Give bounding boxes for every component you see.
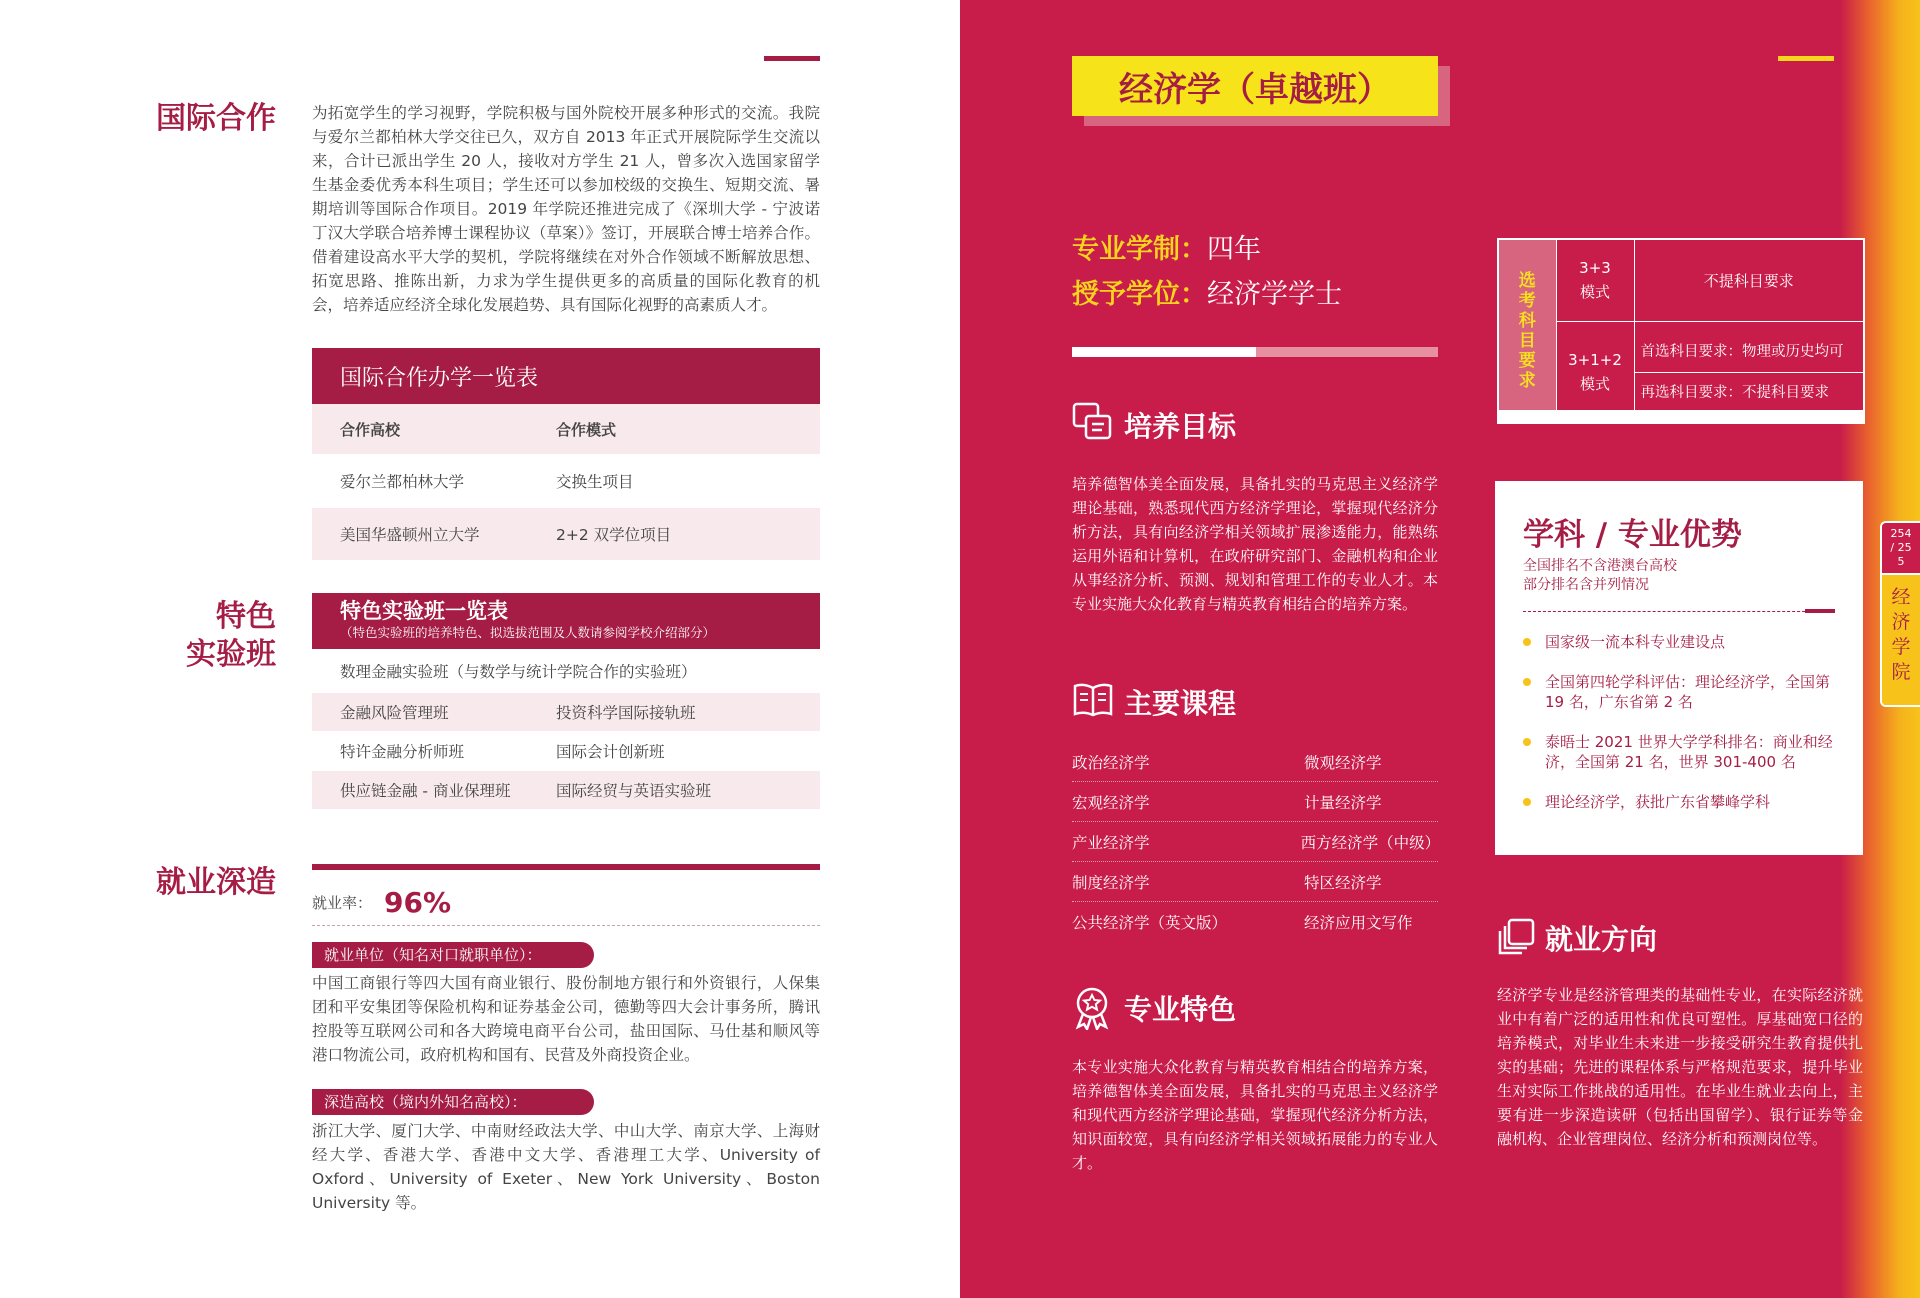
- side-tab-pages: [1882, 523, 1920, 573]
- degree-label: 授予学位：: [1072, 279, 1207, 310]
- side-tab[interactable]: [1880, 521, 1920, 707]
- major-title: 经济学（卓越班）: [1072, 56, 1438, 116]
- special-title-line1: 特色: [216, 599, 276, 634]
- side-tab-label-wrap: [1882, 573, 1920, 707]
- career-paragraph: 经济学专业是经济管理类的基础性专业，在实际经济就业中有着广泛的适用性和优良可塑性。厚基础宽口径的培养模式，对毕业生未来进一步接受研究生教育提供扎实的基础；先进的课程体系与严格规范要求，提升毕业生对实际工作挑战的适用性。在毕业生就业去向上，主要有进一步深造读研（包括出国留学）、银行证券等金融机构、企业管理岗位、经济分析和预测岗位等。: [1497, 986, 1863, 1148]
- goal-paragraph: 培养德智体美全面发展，具备扎实的马克思主义经济学理论基础，熟悉现代西方经济学理论，掌握现代经济分析方法，具有向经济学相关领域扩展渗透能力，能熟练运用外语和计算机，在政府研究部门、金融机构和企业从事经济分析、预测、规划和管理工作的专业人才。本专业实施大众化教育与精英教育相结合的培养方案。: [1072, 475, 1438, 613]
- mode-3-1-2: 3+1+2 模式: [1556, 321, 1634, 423]
- cell-class: 国际会计创新班: [556, 743, 665, 761]
- mode-3-3: 3+3 模式: [1556, 239, 1634, 321]
- cell-class: 投资科学国际接轨班: [556, 704, 696, 722]
- degree-row: [1072, 272, 1342, 311]
- career-title: 就业方向: [1545, 923, 1658, 956]
- study-tag-wrap: [312, 1089, 594, 1115]
- right-page: [960, 0, 1920, 1298]
- cell-class: 金融风险管理班: [340, 704, 449, 722]
- advantage-list: [1523, 632, 1835, 812]
- divider-pink: [1256, 347, 1438, 357]
- table-row: [312, 693, 820, 731]
- course-name: 制度经济学: [1072, 873, 1150, 892]
- list-item: 理论经济学，获批广东省攀峰学科: [1523, 792, 1835, 812]
- mode-3-3-req: 不提科目要求: [1634, 239, 1864, 321]
- advantage-note1: 全国排名不含港澳台高校: [1523, 558, 1677, 574]
- top-accent-bar-yellow: [1778, 56, 1834, 61]
- cell-class: 数理金融实验班（与数学与统计学院合作的实验班）: [340, 663, 697, 681]
- employment-rate-label: 就业率：: [312, 894, 373, 912]
- cell-mode: 交换生项目: [556, 473, 634, 491]
- list-item: 泰晤士 2021 世界大学学科排名：商业和经济，全国第 21 名，世界 301-400 名: [1523, 732, 1835, 772]
- book-icon: [1072, 682, 1114, 718]
- special-title-line2: 实验班: [186, 636, 276, 672]
- course-name: 特区经济学: [1304, 873, 1382, 892]
- award-ribbon-icon: [1072, 986, 1112, 1030]
- advantage-title: 学科 / 专业优势: [1523, 517, 1742, 553]
- cell-school: 爱尔兰都柏林大学: [340, 473, 465, 491]
- list-item: 国家级一流本科专业建设点: [1523, 632, 1835, 652]
- units-tag: 就业单位（知名对口就职单位）：: [312, 942, 594, 968]
- goal-title: 培养目标: [1124, 410, 1237, 443]
- list-item: [1072, 782, 1438, 822]
- special-table-header: [312, 593, 820, 649]
- course-name: 政治经济学: [1072, 753, 1150, 772]
- courses-list: [1072, 742, 1441, 942]
- feature-paragraph: 本专业实施大众化教育与精英教育相结合的培养方案，培养德智体美全面发展，具备扎实的马克思主义经济学和现代西方经济学理论基础，掌握现代经济分析方法，知识面较宽，具有向经济学相关领域拓展能力的专业人才。: [1072, 1058, 1438, 1172]
- cell-class: 国际经贸与英语实验班: [556, 782, 712, 800]
- course-name: 计量经济学: [1304, 793, 1382, 812]
- special-table-title: 特色实验班一览表: [340, 599, 508, 623]
- employment-top-bar: [312, 864, 820, 870]
- list-item: 全国第四轮学科评估：理论经济学，全国第 19 名，广东省第 2 名: [1523, 672, 1835, 712]
- mode-3-1-2-reqs: [1634, 321, 1864, 423]
- course-name: 宏观经济学: [1072, 793, 1150, 812]
- course-name: 产业经济学: [1072, 833, 1150, 852]
- college-label: 经济学院: [1891, 586, 1911, 683]
- study-tag: 深造高校（境内外知名高校）：: [312, 1089, 594, 1115]
- course-name: 经济应用文写作: [1304, 914, 1413, 932]
- goal-icon: [1072, 402, 1112, 442]
- table-row: [312, 454, 820, 508]
- requirements-table-footer: [1497, 410, 1865, 422]
- subject-requirements-table: [1497, 238, 1865, 424]
- page-numbers: 254 / 255: [1890, 527, 1912, 568]
- duration-row: [1072, 227, 1261, 266]
- intl-table-title: 国际合作办学一览表: [312, 348, 820, 404]
- intl-table-header: [312, 404, 820, 454]
- header-school: 合作高校: [340, 420, 401, 439]
- employment-rate-value: 96%: [384, 886, 452, 919]
- intl-table: [312, 348, 820, 560]
- degree-value: 经济学学士: [1207, 279, 1342, 310]
- intl-paragraph: 为拓宽学生的学习视野，学院积极与国外院校开展多种形式的交流。我院与爱尔兰都柏林大学交往已久，双方自 2013 年正式开展院际学生交流以来，合计已派出学生 20 人，接收对方学生 21 人，曾多次入选国家留学生基金委优秀本科生项目；学生还可以参加校级的交换生、短期交流、暑期培训等国际合作项目。2019 年学院还推进完成了《深圳大学 - 宁波诺丁汉大学联合培养博士课程协议（草案）》签订，开展联合博士培养合作。借着建设高水平大学的契机，学院将继续在对外合作领域不断解放思想、拓宽思路、推陈出新，力求为学生提供更多的高质量的国际化教育的机会，培养适应经济全球化发展趋势、具有国际化视野的高素质人才。: [312, 104, 820, 314]
- feature-title: 专业特色: [1124, 993, 1237, 1026]
- special-table-note: （特色实验班的培养特色、拟选拔范围及人数请参阅学校介绍部分）: [340, 625, 716, 640]
- units-paragraph: 中国工商银行等四大国有商业银行、股份制地方银行和外资银行，人保集团和平安集团等保险机构和证券基金公司，德勤等四大会计事务所，腾讯控股等互联网公司和各大跨境电商平台公司，盐田国际、马仕基和顺风等港口物流公司，政府机构和国有、民营及外商投资企业。: [312, 974, 820, 1064]
- courses-title: 主要课程: [1124, 687, 1237, 720]
- advantage-divider: [1523, 611, 1835, 612]
- list-item: [1072, 822, 1441, 862]
- intl-section-title: 国际合作: [156, 101, 276, 136]
- divider-white: [1072, 347, 1256, 357]
- requirements-side-label: 选考科目要求: [1498, 239, 1556, 423]
- mode-3-1-2-req2: 再选科目要求：不提科目要求: [1640, 384, 1829, 401]
- list-item: [1072, 902, 1438, 942]
- top-accent-bar: [764, 56, 820, 61]
- advantage-card: [1495, 481, 1863, 855]
- duration-label: 专业学制：: [1072, 234, 1207, 265]
- duration-value: 四年: [1207, 234, 1261, 265]
- table-row: [312, 731, 820, 771]
- table-row: [312, 508, 820, 560]
- cell-class: 特许金融分析师班: [340, 743, 465, 761]
- mode-3-1-2-req1: 首选科目要求：物理或历史均可: [1635, 331, 1864, 373]
- table-row: [312, 771, 820, 809]
- list-item: [1072, 742, 1438, 782]
- course-name: 微观经济学: [1304, 753, 1382, 772]
- employment-rate-row: [312, 880, 820, 926]
- copy-stack-icon: [1497, 918, 1535, 956]
- advantage-note2: 部分排名含并列情况: [1523, 577, 1649, 593]
- study-paragraph: 浙江大学、厦门大学、中南财经政法大学、中山大学、南京大学、上海财经大学、香港大学、香港中文大学、香港理工大学、University of Oxford、University of Exeter、New York University、Boston University 等。: [312, 1122, 820, 1212]
- cell-school: 美国华盛顿州立大学: [340, 526, 480, 544]
- cell-mode: 2+2 双学位项目: [556, 526, 672, 544]
- units-tag-wrap: [312, 942, 594, 968]
- course-name: 西方经济学（中级）: [1300, 833, 1441, 852]
- table-row: [312, 649, 820, 693]
- cell-class: 供应链金融 - 商业保理班: [340, 782, 511, 800]
- employment-section-title: 就业深造: [156, 865, 276, 900]
- special-table: [312, 593, 820, 809]
- course-name: 公共经济学（英文版）: [1072, 914, 1228, 932]
- list-item: [1072, 862, 1438, 902]
- special-section-title: [100, 598, 276, 673]
- header-mode: 合作模式: [556, 420, 617, 439]
